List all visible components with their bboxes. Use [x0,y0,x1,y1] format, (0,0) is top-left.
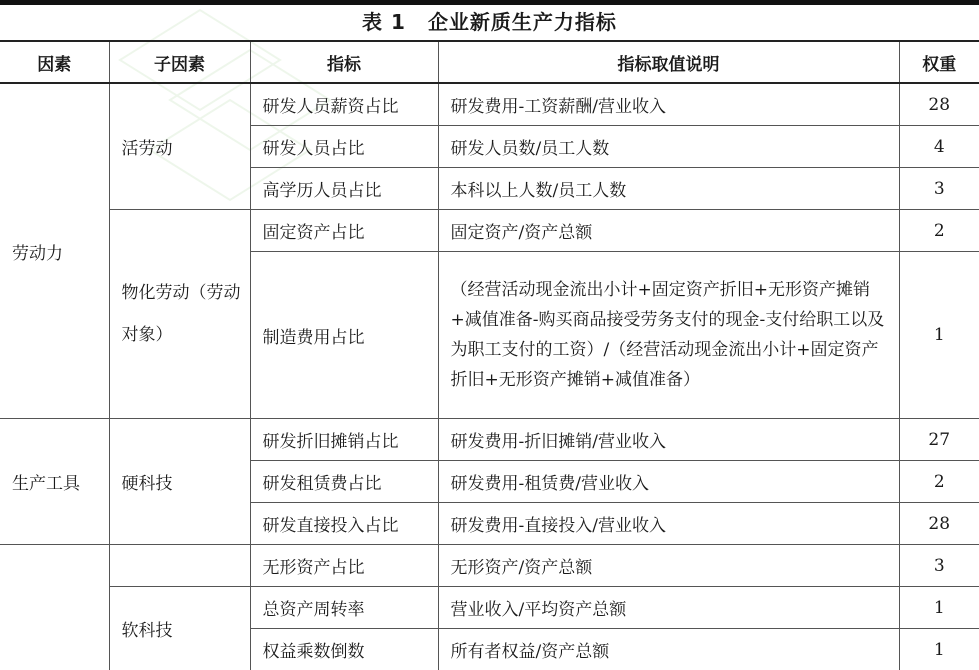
header-subfactor: 子因素 [109,41,250,83]
subfactor-cell: 活劳动 [109,83,250,210]
header-description: 指标取值说明 [438,41,899,83]
indicator-cell: 研发直接投入占比 [250,503,438,545]
description-cell: 研发人员数/员工人数 [438,126,899,168]
description-cell: 本科以上人数/员工人数 [438,168,899,210]
table-number: 表 1 [362,10,406,34]
weight-cell: 28 [899,83,979,126]
factor-cell [0,545,109,670]
description-cell: 固定资产/资产总额 [438,210,899,252]
table-row [0,419,979,461]
factor-cell: 生产工具 [0,419,109,545]
weight-cell: 2 [899,461,979,503]
indicator-cell: 无形资产占比 [250,545,438,587]
table-title-text: 企业新质生产力指标 [428,10,617,34]
indicator-cell: 研发人员占比 [250,126,438,168]
table-row [0,83,979,126]
header-factor: 因素 [0,41,109,83]
weight-cell: 1 [899,629,979,670]
indicator-table [0,40,979,670]
indicator-cell: 研发人员薪资占比 [250,83,438,126]
description-cell: 研发费用-租赁费/营业收入 [438,461,899,503]
subfactor-cell: 硬科技 [109,419,250,545]
header-row [0,41,979,83]
weight-cell: 1 [899,252,979,419]
weight-cell: 28 [899,503,979,545]
header-indicator: 指标 [250,41,438,83]
description-cell: 所有者权益/资产总额 [438,629,899,670]
header-weight: 权重 [899,41,979,83]
table-row [0,210,979,252]
indicator-cell: 固定资产占比 [250,210,438,252]
weight-cell: 27 [899,419,979,461]
indicator-cell: 高学历人员占比 [250,168,438,210]
weight-cell: 3 [899,168,979,210]
description-cell: 研发费用-工资薪酬/营业收入 [438,83,899,126]
table-title [0,5,979,39]
description-cell: 营业收入/平均资产总额 [438,587,899,629]
weight-cell: 3 [899,545,979,587]
indicator-cell: 制造费用占比 [250,252,438,419]
description-cell: 无形资产/资产总额 [438,545,899,587]
indicator-cell: 权益乘数倒数 [250,629,438,670]
description-cell: 研发费用-折旧摊销/营业收入 [438,419,899,461]
subfactor-cell [109,545,250,587]
table-row [0,587,979,629]
weight-cell: 1 [899,587,979,629]
description-cell: 研发费用-直接投入/营业收入 [438,503,899,545]
indicator-cell: 总资产周转率 [250,587,438,629]
indicator-cell: 研发折旧摊销占比 [250,419,438,461]
weight-cell: 4 [899,126,979,168]
subfactor-cell: 物化劳动（劳动对象） [109,210,250,419]
subfactor-cell: 软科技 [109,587,250,670]
weight-cell: 2 [899,210,979,252]
table-row [0,545,979,587]
description-cell: （经营活动现金流出小计+固定资产折旧+无形资产摊销+减值准备-购买商品接受劳务支付的现金-支付给职工以及为职工支付的工资）/（经营活动现金流出小计+固定资产折旧+无形资产摊销+减值准备） [438,252,899,419]
factor-cell: 劳动力 [0,83,109,419]
indicator-cell: 研发租赁费占比 [250,461,438,503]
